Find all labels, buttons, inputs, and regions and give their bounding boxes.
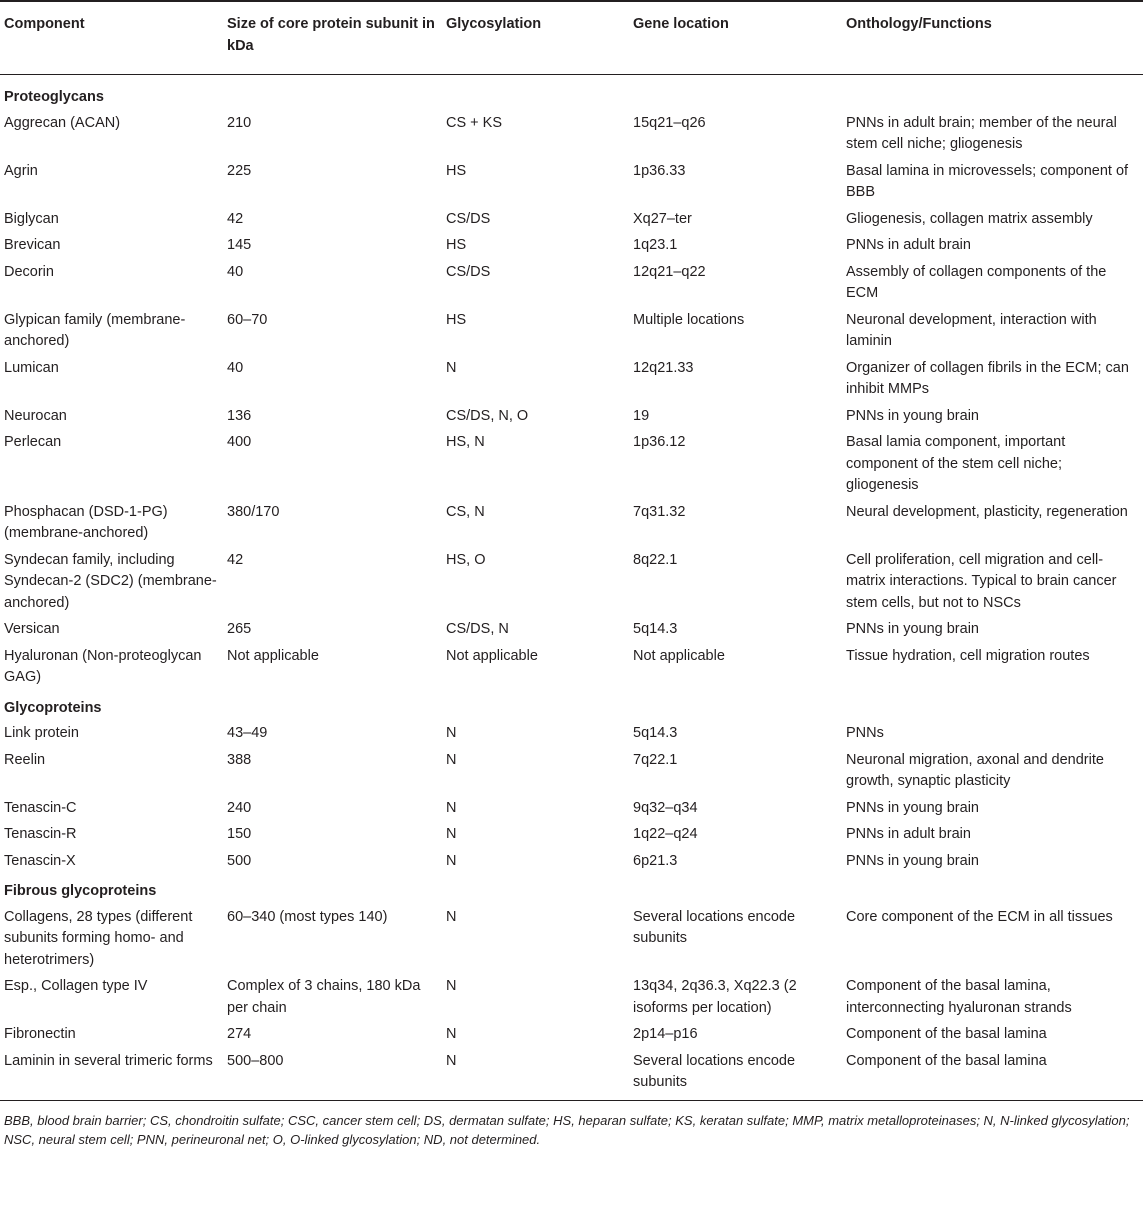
header-gene-location: Gene location xyxy=(633,1,846,75)
cell-glycosylation: N xyxy=(446,751,457,768)
cell-gene-location: 6p21.3 xyxy=(633,852,678,869)
table-row xyxy=(0,794,1143,821)
table-footnote: BBB, blood brain barrier; CS, chondroitin sulfate; CSC, cancer stem cell; DS, dermatan sulfate; HS, heparan sulfate; KS, keratan sulfate; MMP, matrix metalloproteinases; N, N-linked glycosylation; NSC, neural stem cell; PNN, perineuronal net; O, O-linked glycosylation; ND, not determined. xyxy=(4,1112,1130,1147)
cell-functions: Basal lamia component, important component of the stem cell niche; gliogenesis xyxy=(846,434,1066,493)
table-row xyxy=(0,428,1143,498)
cell-glycosylation: N xyxy=(446,359,457,376)
cell-functions: PNNs xyxy=(846,725,884,741)
cell-gene-location: 5q14.3 xyxy=(633,621,678,637)
cell-component: Reelin xyxy=(4,751,46,768)
cell-functions: Component of the basal lamina, interconnecting hyaluronan strands xyxy=(846,978,1072,1016)
section-row xyxy=(0,75,1143,109)
header-glycosylation: Glycosylation xyxy=(446,1,633,75)
cell-functions: Assembly of collagen components of the ECM xyxy=(846,263,1107,301)
cell-size: 60–70 xyxy=(227,311,268,328)
cell-component: Aggrecan (ACAN) xyxy=(4,114,121,131)
cell-functions: PNNs in adult brain; member of the neural stem cell niche; gliogenesis xyxy=(846,114,1117,152)
table-row xyxy=(0,642,1143,690)
table-row xyxy=(0,231,1143,258)
cell-gene-location: 1p36.12 xyxy=(633,434,686,450)
cell-gene-location: Multiple locations xyxy=(633,311,745,328)
cell-glycosylation: HS xyxy=(446,311,467,328)
cell-gene-location: 7q31.32 xyxy=(633,503,686,520)
cell-component: Link protein xyxy=(4,725,79,741)
cell-size: 274 xyxy=(227,1026,252,1042)
table-row xyxy=(0,205,1143,232)
section-row xyxy=(0,690,1143,720)
cell-gene-location: Not applicable xyxy=(633,647,725,664)
table-row xyxy=(0,109,1143,157)
cell-size: 500–800 xyxy=(227,1052,284,1069)
cell-component: Collagens, 28 types (different subunits forming homo- and heterotrimers) xyxy=(4,908,193,968)
table-row xyxy=(0,903,1143,973)
cell-component: Tenascin-R xyxy=(4,826,77,842)
cell-size: 40 xyxy=(227,263,244,280)
cell-functions: Basal lamina in microvessels; component of BBB xyxy=(846,162,1129,200)
cell-gene-location: 5q14.3 xyxy=(633,725,678,741)
cell-gene-location: Several locations encode subunits xyxy=(633,908,796,946)
cell-glycosylation: N xyxy=(446,852,457,869)
cell-glycosylation: CS + KS xyxy=(446,114,503,131)
cell-component: Esp., Collagen type IV xyxy=(4,978,148,994)
cell-size: 136 xyxy=(227,407,252,424)
cell-component: Laminin in several trimeric forms xyxy=(4,1052,213,1069)
cell-size: 388 xyxy=(227,751,252,768)
table-row xyxy=(0,258,1143,306)
cell-glycosylation: N xyxy=(446,908,457,925)
table-row xyxy=(0,847,1143,874)
cell-component: Neurocan xyxy=(4,407,67,424)
cell-gene-location: 7q22.1 xyxy=(633,751,678,768)
cell-glycosylation: N xyxy=(446,978,457,994)
cell-component: Tenascin-X xyxy=(4,852,76,869)
section-title: Proteoglycans xyxy=(4,89,104,105)
table-row xyxy=(0,546,1143,616)
table-header xyxy=(0,1,1143,75)
cell-size: 145 xyxy=(227,237,252,253)
cell-functions: PNNs in adult brain xyxy=(846,826,971,842)
header-row xyxy=(0,1,1143,75)
cell-gene-location: Several locations encode subunits xyxy=(633,1052,796,1090)
cell-component: Phosphacan (DSD-1-PG) (membrane-anchored) xyxy=(4,503,168,541)
header-functions: Onthology/Functions xyxy=(846,1,1143,75)
cell-size: 60–340 (most types 140) xyxy=(227,908,388,925)
cell-glycosylation: N xyxy=(446,725,457,741)
cell-gene-location: 2p14–p16 xyxy=(633,1026,698,1042)
cell-component: Lumican xyxy=(4,359,59,376)
cell-functions: Cell proliferation, cell migration and cell-matrix interactions. Typical to brain cancer stem cells, but not to NSCs xyxy=(846,551,1117,611)
cell-size: 40 xyxy=(227,359,244,376)
cell-functions: Tissue hydration, cell migration routes xyxy=(846,647,1090,664)
cell-glycosylation: N xyxy=(446,799,457,816)
cell-glycosylation: N xyxy=(446,1026,457,1042)
cell-gene-location: 1q23.1 xyxy=(633,237,678,253)
cell-size: 210 xyxy=(227,114,252,131)
cell-component: Brevican xyxy=(4,237,61,253)
cell-component: Syndecan family, including Syndecan-2 (SDC2) (membrane-anchored) xyxy=(4,551,217,611)
table-row xyxy=(0,719,1143,746)
cell-functions: PNNs in young brain xyxy=(846,799,979,816)
cell-functions: PNNs in young brain xyxy=(846,621,979,637)
cell-size: 42 xyxy=(227,551,244,568)
cell-size: 400 xyxy=(227,434,252,450)
table-row xyxy=(0,972,1143,1020)
cell-size: 380/170 xyxy=(227,503,280,520)
cell-size: 240 xyxy=(227,799,252,816)
cell-gene-location: 15q21–q26 xyxy=(633,114,706,131)
cell-glycosylation: CS/DS xyxy=(446,263,491,280)
cell-size: 42 xyxy=(227,210,244,227)
cell-component: Perlecan xyxy=(4,434,62,450)
cell-functions: Component of the basal lamina xyxy=(846,1026,1047,1042)
cell-glycosylation: N xyxy=(446,1052,457,1069)
cell-functions: Gliogenesis, collagen matrix assembly xyxy=(846,210,1093,227)
cell-glycosylation: HS xyxy=(446,162,467,179)
cell-glycosylation: Not applicable xyxy=(446,647,538,664)
table-body xyxy=(0,75,1143,1100)
cell-component: Biglycan xyxy=(4,210,59,227)
cell-size: 265 xyxy=(227,621,252,637)
table-row xyxy=(0,157,1143,205)
section-title: Glycoproteins xyxy=(4,699,102,716)
table-row xyxy=(0,1020,1143,1047)
cell-component: Versican xyxy=(4,621,60,637)
cell-glycosylation: CS/DS xyxy=(446,210,491,227)
section-title: Fibrous glycoproteins xyxy=(4,883,157,899)
cell-functions: Neuronal migration, axonal and dendrite growth, synaptic plasticity xyxy=(846,751,1104,789)
cell-size: 500 xyxy=(227,852,252,869)
cell-functions: Component of the basal lamina xyxy=(846,1052,1047,1069)
cell-gene-location: 9q32–q34 xyxy=(633,799,698,816)
cell-size: Not applicable xyxy=(227,647,319,664)
cell-size: Complex of 3 chains, 180 kDa per chain xyxy=(227,978,421,1016)
cell-glycosylation: HS, N xyxy=(446,434,485,450)
cell-gene-location: 1q22–q24 xyxy=(633,826,698,842)
cell-gene-location: 8q22.1 xyxy=(633,551,678,568)
table-row xyxy=(0,746,1143,794)
cell-glycosylation: CS, N xyxy=(446,503,485,520)
cell-glycosylation: CS/DS, N, O xyxy=(446,407,529,424)
table-row xyxy=(0,615,1143,642)
table-row xyxy=(0,402,1143,429)
table-row xyxy=(0,1047,1143,1100)
cell-component: Agrin xyxy=(4,162,38,179)
cell-functions: PNNs in young brain xyxy=(846,852,979,869)
cell-component: Decorin xyxy=(4,263,54,280)
cell-functions: Organizer of collagen fibrils in the ECM; can inhibit MMPs xyxy=(846,359,1129,397)
cell-functions: Neuronal development, interaction with laminin xyxy=(846,311,1097,349)
table-row xyxy=(0,820,1143,847)
cell-gene-location: 12q21–q22 xyxy=(633,263,706,280)
cell-glycosylation: HS xyxy=(446,237,467,253)
cell-functions: Core component of the ECM in all tissues xyxy=(846,908,1113,925)
cell-gene-location: Xq27–ter xyxy=(633,210,692,227)
cell-size: 225 xyxy=(227,162,252,179)
table-row xyxy=(0,354,1143,402)
cell-size: 43–49 xyxy=(227,725,268,741)
cell-component: Tenascin-C xyxy=(4,799,77,816)
section-row xyxy=(0,873,1143,903)
header-component: Component xyxy=(0,1,227,75)
header-size: Size of core protein subunit in kDa xyxy=(227,1,446,75)
cell-gene-location: 12q21.33 xyxy=(633,359,694,376)
cell-component: Glypican family (membrane-anchored) xyxy=(4,311,186,349)
cell-functions: Neural development, plasticity, regeneration xyxy=(846,503,1128,520)
cell-functions: PNNs in adult brain xyxy=(846,237,971,253)
table-row xyxy=(0,498,1143,546)
cell-component: Fibronectin xyxy=(4,1026,76,1042)
cell-glycosylation: HS, O xyxy=(446,551,486,568)
cell-component: Hyaluronan (Non-proteoglycan GAG) xyxy=(4,647,202,685)
table-row xyxy=(0,306,1143,354)
cell-glycosylation: N xyxy=(446,826,457,842)
cell-gene-location: 19 xyxy=(633,407,650,424)
cell-glycosylation: CS/DS, N xyxy=(446,621,509,637)
cell-gene-location: 1p36.33 xyxy=(633,162,686,179)
cell-size: 150 xyxy=(227,826,252,842)
cell-gene-location: 13q34, 2q36.3, Xq22.3 (2 isoforms per location) xyxy=(633,978,797,1016)
cell-functions: PNNs in young brain xyxy=(846,407,979,424)
